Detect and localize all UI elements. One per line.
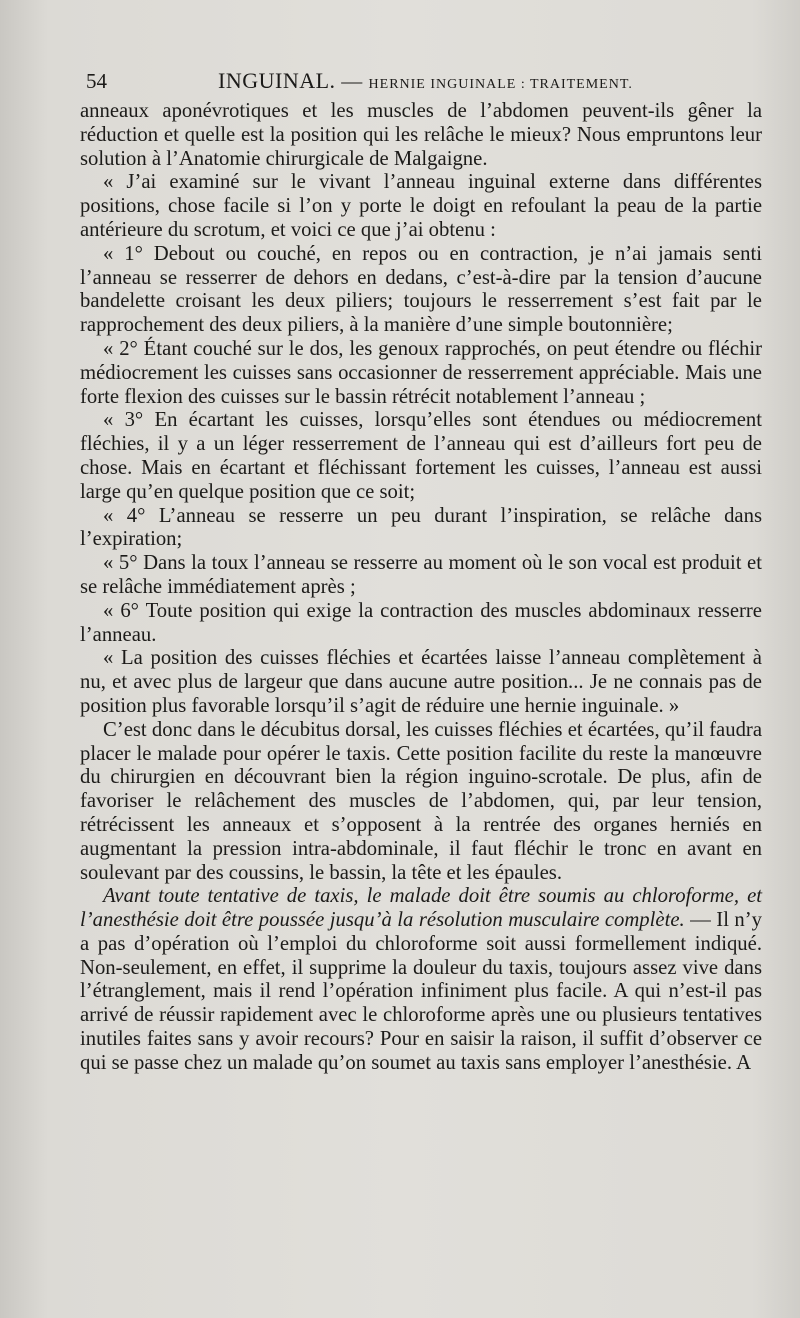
paragraph: « 4° L’anneau se resserre un peu durant l’inspiration, se relâche dans l’expiration;: [80, 504, 762, 551]
paragraph: « J’ai examiné sur le vivant l’anneau inguinal externe dans différentes positions, chose facile si l’on y porte le doigt en refoulant la peau de la partie antérieure du scrotum, et voici ce que j’ai obtenu :: [80, 171, 762, 241]
paragraph-continuation: — Il n’y a pas d’opération où l’emploi du chloroforme soit aussi formellement indiqué. Non-seulement, en effet, il supprime la douleur du taxis, toujours assez vive dans l’étranglement, mais il rend l’opération infiniment plus facile. A qui n’est-il pas arrivé de réussir rapidement avec le chloroforme après une ou plusieurs tentatives inutiles faites sans y avoir recours? Pour en saisir la raison, il suffit d’observer ce qui se passe chez un malade qu’on soumet au taxis sans employer l’anesthésie. A: [80, 909, 762, 1074]
page-number: 54: [86, 69, 107, 93]
running-title-separator: —: [335, 69, 369, 93]
paragraph: « 2° Étant couché sur le dos, les genoux rapprochés, on peut étendre ou fléchir médiocrement les cuisses sans occasionner de resserrement appréciable. Mais une forte flexion des cuisses sur le bassin rétrécit notablement l’anneau ;: [80, 337, 762, 408]
italic-lead: Avant toute tentative de taxis, le malade doit être soumis au chloroforme, et l’anesthésie doit être poussée jusqu’à la résolution musculaire complète.: [80, 885, 762, 932]
paragraph: « 6° Toute position qui exige la contraction des muscles abdominaux resserre l’anneau.: [80, 599, 762, 646]
running-title: [218, 66, 633, 100]
paragraph: « 1° Debout ou couché, en repos ou en contraction, je n’ai jamais senti l’anneau se resserrer de dehors en dedans, c’est-à-dire par la tension d’aucune bandelette croisant les deux piliers; toujours le resserrement s’est fait par le rapprochement des deux piliers, à la manière d’une simple boutonnière;: [80, 242, 762, 337]
running-title-sub: HERNIE INGUINALE : TRAITEMENT.: [368, 77, 633, 92]
body-text: [80, 100, 762, 1076]
running-title-main: INGUINAL.: [218, 68, 336, 93]
paragraph: « 5° Dans la toux l’anneau se resserre au moment où le son vocal est produit et se relâche immédiatement après ;: [80, 552, 762, 598]
paragraph: « 3° En écartant les cuisses, lorsqu’elles sont étendues ou médiocrement fléchies, il y a un léger resserrement de l’anneau qui est d’ailleurs fort peu de chose. Mais en écartant et fléchissant fortement les cuisses, l’anneau est aussi large qu’en quelque position que ce soit;: [80, 409, 762, 503]
paragraph: anneaux aponévrotiques et les muscles de l’abdomen peuvent-ils gêner la réduction et quelle est la position qui les relâche le mieux? Nous empruntons leur solution à l’Anatomie chirurgicale de Malgaigne.: [80, 100, 762, 170]
page-header: [80, 66, 762, 100]
paragraph: C’est donc dans le décubitus dorsal, les cuisses fléchies et écartées, qu’il faudra placer le malade pour opérer le taxis. Cette position facilite du reste la manœuvre du chirurgien en découvrant bien la région inguino-scrotale. De plus, afin de favoriser le relâchement des muscles de l’abdomen, qui, par leur tension, rétrécissent les anneaux et s’opposent à la rentrée des organes herniés en augmentant la pression intra-abdominale, il faut fléchir le tronc en avant en soulevant par des coussins, le bassin, la tête et les épaules.: [80, 718, 762, 884]
paragraph-last: [80, 885, 762, 1075]
paragraph: « La position des cuisses fléchies et écartées laisse l’anneau complètement à nu, et avec plus de largeur que dans aucune autre position... Je ne connais pas de position plus favorable lorsqu’il s’agit de réduire une hernie inguinale. »: [80, 647, 762, 717]
